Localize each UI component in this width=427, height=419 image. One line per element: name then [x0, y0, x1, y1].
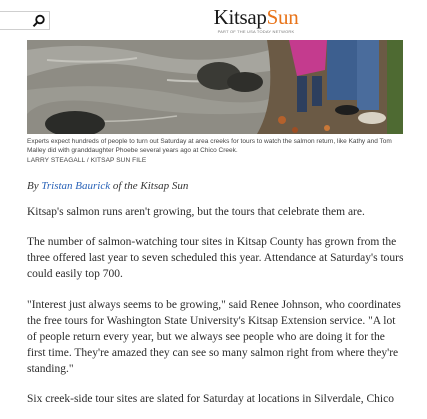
site-header: [0, 0, 427, 40]
logo-text-sun: Sun: [266, 5, 299, 29]
byline-suffix: of the Kitsap Sun: [112, 180, 189, 192]
search-icon[interactable]: [32, 14, 46, 28]
byline-prefix: By: [27, 180, 39, 192]
logo-text-kitsap: Kitsap: [213, 5, 267, 29]
article-photo: [27, 40, 403, 134]
article-paragraph: "Interest just always seems to be growing," said Renee Johnson, who coordinates the free tours for Washington State University's Kitsap Extension service. "A lot of people return every year, but we always see people who are doing it for the first time. They're amazed they can see so many salmon right from where they're standing.": [27, 299, 401, 375]
article-paragraph: Kitsap's salmon runs aren't growing, but the tours that celebrate them are.: [27, 206, 365, 218]
author-link[interactable]: Tristan Baurick: [41, 180, 111, 192]
byline: [27, 180, 188, 192]
site-logo[interactable]: [206, 6, 306, 34]
article-paragraph: Six creek-side tour sites are slated for Saturday at locations in Silverdale, Chico: [27, 393, 394, 405]
photo-caption: Experts expect hundreds of people to turn out Saturday at area creeks for tours to watch the salmon return, like Kathy and Tom Malley did with granddaughter Phoebe several years ago at Chico Creek.: [27, 138, 392, 154]
article-paragraph: The number of salmon-watching tour sites in Kitsap County has grown from the three offered last year to seven scheduled this year. Attendance at Saturday's tours could easily top 700.: [27, 236, 404, 280]
search-input[interactable]: [0, 11, 50, 30]
network-tagline: PART OF THE USA TODAY NETWORK: [217, 29, 295, 34]
photo-credit: LARRY STEAGALL / KITSAP SUN FILE: [27, 157, 147, 164]
